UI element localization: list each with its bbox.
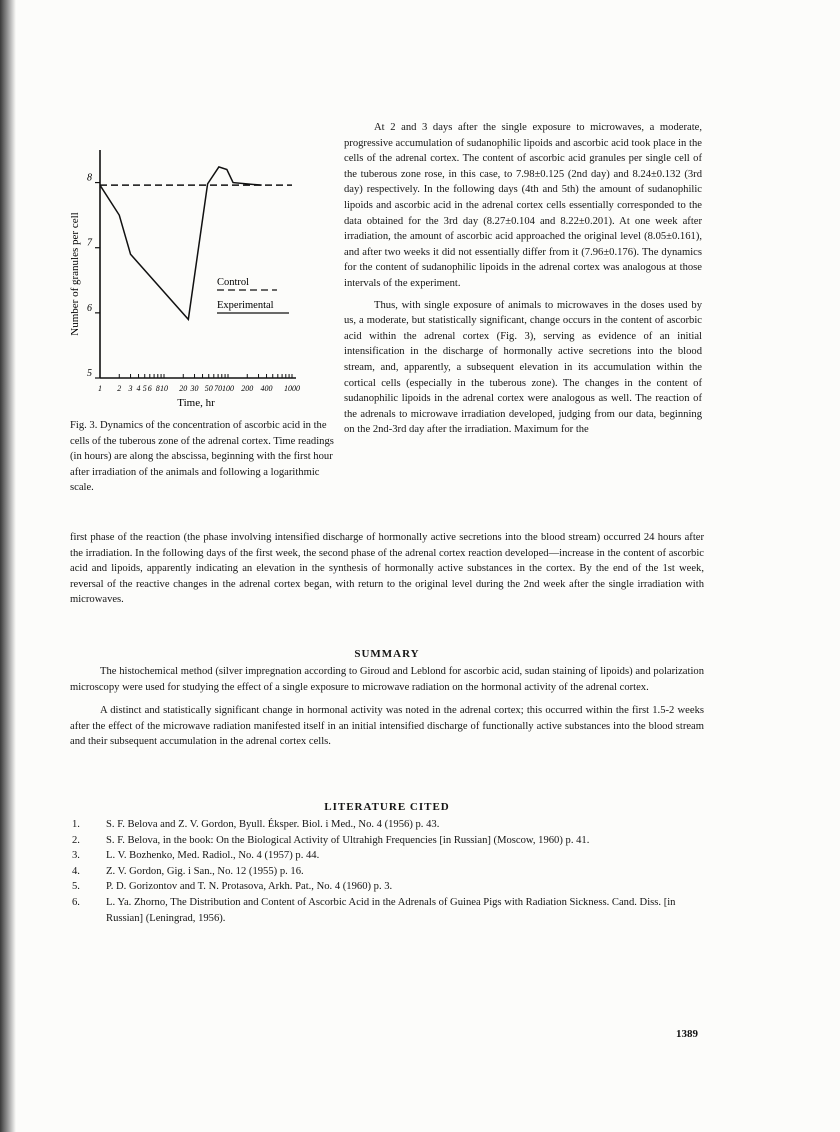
body-paragraph-continued: first phase of the reaction (the phase involving intensified discharge of hormonally active secretions into the blood stream) occurred 24 hours after the irradiation. In the following days of the first week, the second phase of the adrenal cortex reaction developed—increase in the content of ascorbic acid and lipoids, apparently indicating an elevation in the synthesis of hormonally active substances in the cortex. By the end of the 1st week, reversal of the reactive changes in the adrenal cortex began, with return to the original level during the 2nd week after the single irradiation with microwaves. bbox=[70, 532, 704, 606]
reference-item bbox=[70, 848, 710, 864]
x-tick-label: 8 bbox=[155, 384, 160, 393]
x-tick-label: 1000 bbox=[284, 384, 300, 393]
figure-3-chart bbox=[60, 140, 340, 415]
x-axis-label: Time, hr bbox=[177, 397, 215, 409]
x-tick-label: 10 bbox=[160, 384, 168, 393]
x-tick-label: 70 bbox=[214, 384, 223, 393]
x-tick-label: 100 bbox=[222, 384, 234, 393]
summary-paragraph-2: A distinct and statistically significant change in hormonal activity was noted in the adrenal cortex; this occurred within the first 1.5-2 weeks after the effect of the microwave radiation manifested itself in an initial intensified discharge of functionally active substances into the blood stream and their subsequent accumulation in the adrenal cortex cells. bbox=[70, 705, 704, 748]
legend-label: Control bbox=[217, 277, 250, 288]
y-axis-label: Number of granules per cell bbox=[69, 212, 81, 336]
reference-item bbox=[70, 879, 710, 895]
x-tick-label: 3 bbox=[128, 384, 133, 393]
reference-text: L. Ya. Zhorno, The Distribution and Content of Ascorbic Acid in the Adrenals of Guinea Pigs with Radiation Sickness. Cand. Diss. [in Russian] (Leningrad, 1956). bbox=[106, 896, 676, 924]
x-tick-label: 2 bbox=[117, 384, 122, 393]
right-column-text bbox=[344, 120, 702, 438]
x-tick-label: 400 bbox=[260, 384, 273, 393]
scan-edge bbox=[0, 0, 16, 1132]
reference-number: 2. bbox=[72, 834, 80, 846]
reference-item bbox=[70, 864, 710, 880]
x-tick-label: 1 bbox=[98, 384, 102, 393]
summary-text bbox=[70, 664, 704, 750]
reference-number: 5. bbox=[72, 881, 80, 893]
literature-heading: LITERATURE CITED bbox=[324, 801, 450, 813]
reference-number: 3. bbox=[72, 850, 80, 862]
reference-text: P. D. Gorizontov and T. N. Protasova, Arkh. Pat., No. 4 (1960) p. 3. bbox=[106, 881, 393, 893]
reference-text: S. F. Belova and Z. V. Gordon, Byull. Éksper. Biol. i Med., No. 4 (1956) p. 43. bbox=[106, 819, 440, 830]
reference-list bbox=[70, 817, 710, 926]
reference-number: 4. bbox=[72, 865, 80, 877]
reference-text: L. V. Bozhenko, Med. Radiol., No. 4 (1957) p. 44. bbox=[106, 850, 320, 862]
y-tick-label: 8 bbox=[87, 172, 92, 184]
x-tick-label: 30 bbox=[190, 384, 199, 393]
x-tick-label: 4 bbox=[136, 384, 141, 393]
summary-heading: SUMMARY bbox=[354, 648, 420, 660]
summary-paragraph-1: The histochemical method (silver impregnation according to Giroud and Leblond for ascorbic acid, sudan staining of lipoids) and polarization microscopy were used for studying the effect of a single exposure to microwave radiation on the hormonal activity of the adrenal cortex. bbox=[70, 666, 704, 693]
x-tick-label: 5 bbox=[142, 384, 147, 393]
legend-label: Experimental bbox=[217, 300, 274, 311]
series-line bbox=[100, 167, 262, 319]
y-tick-label: 5 bbox=[87, 368, 92, 379]
body-paragraph-1: At 2 and 3 days after the single exposure to microwaves, a moderate, progressive accumulation of sudanophilic lipoids and ascorbic acid took place in the cells of the adrenal cortex. The content of ascorbic acid granules per single cell of the tuberous zone rose, in this case, to 7.98±0.125 (2nd day) and 8.24±0.132 (3rd day) respectively. In the following days (4th and 5th) the amount of sudanophilic lipoids and ascorbic acid in the adrenal cortex cells essentially corresponded to the data obtained for the 3rd day (8.27±0.104 and 8.22±0.201). At one week after irradiation, the amount of ascorbic acid approached the original level (8.05±0.161), and after two weeks it did not essentially differ from it (7.96±0.176). The dynamics for the content of sudanophilic lipoids in the adrenal cortex was analogous at those intervals of the experiment. bbox=[344, 122, 702, 289]
reference-number: 6. bbox=[72, 896, 80, 908]
reference-number: 1. bbox=[72, 819, 80, 830]
y-tick-label: 6 bbox=[87, 302, 92, 314]
x-tick-label: 20 bbox=[179, 384, 188, 393]
x-tick-label: 200 bbox=[241, 384, 254, 393]
reference-item bbox=[70, 895, 710, 926]
body-paragraph-2: Thus, with single exposure of animals to microwaves in the doses used by us, a moderate, but statistically significant, change occurs in the content of ascorbic acid within the adrenal cortex (Fig. 3), serving as evidence of an initial intensification in the discharge of hormonally active secretions into the blood stream, and, apparently, a subsequent elevation in its accumulation within the cortical cells (especially in the tuberous zone). The changes in the content of sudanophilic lipoids in the adrenal cortex were analogous as well. The reaction of the adrenals to microwave irradiation developed, judging from our data, beginning on the 2nd-3rd day after the irradiation. Maximum for the bbox=[344, 299, 702, 436]
x-tick-label: 50 bbox=[204, 384, 213, 393]
reference-text: S. F. Belova, in the book: On the Biological Activity of Ultrahigh Frequencies [in Russian] (Moscow, 1960) p. 41. bbox=[106, 834, 590, 846]
reference-item bbox=[70, 817, 710, 833]
page-number: 1389 bbox=[676, 1028, 698, 1040]
reference-item bbox=[70, 833, 710, 849]
reference-text: Z. V. Gordon, Gig. i San., No. 12 (1955) p. 16. bbox=[106, 865, 304, 877]
y-tick-label: 7 bbox=[87, 237, 92, 249]
figure-caption: Fig. 3. Dynamics of the concentration of ascorbic acid in the cells of the tuberous zone of the adrenal cortex. Time readings (in hours) are along the abscissa, beginning with the first hour after irradiation of the animals and following a logarithmic scale. bbox=[70, 420, 334, 494]
x-tick-label: 6 bbox=[147, 384, 152, 393]
